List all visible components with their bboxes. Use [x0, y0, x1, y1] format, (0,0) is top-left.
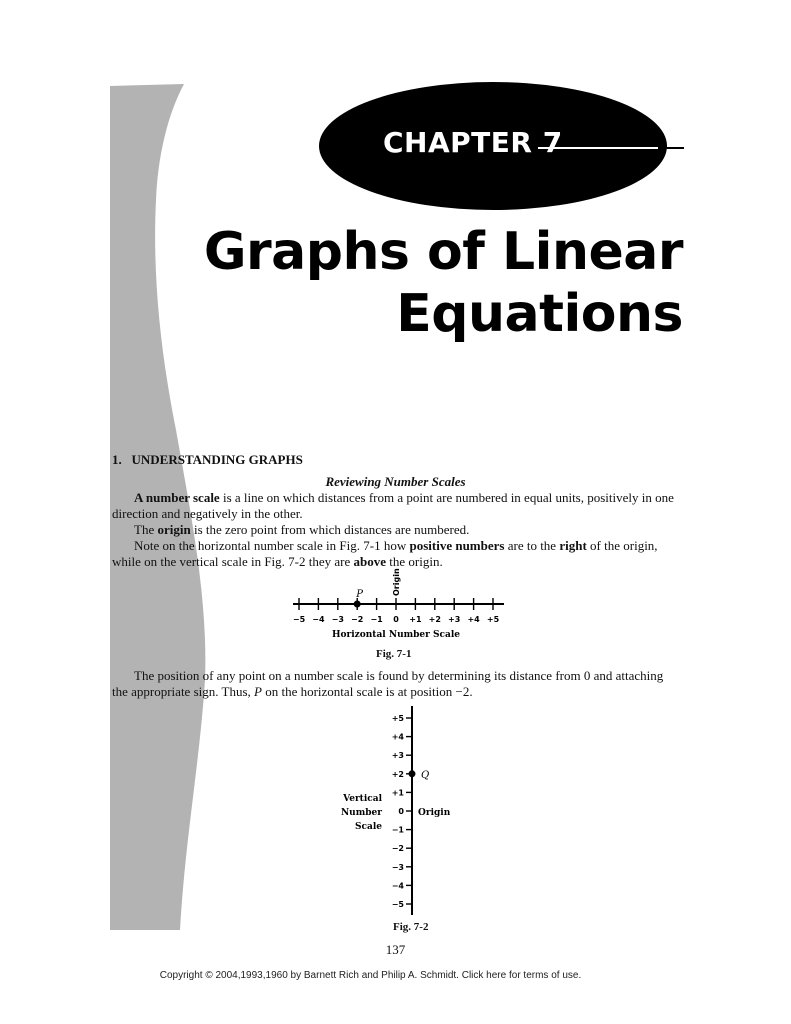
copyright-notice[interactable]: Copyright © 2004,1993,1960 by Barnett Rich and Philip A. Schmidt. Click here for terms of use. — [159, 970, 582, 981]
origin-label: Origin — [392, 568, 401, 596]
chapter-title-line-2: Equations — [396, 284, 683, 344]
section-number: 1. — [112, 452, 122, 467]
paragraph-number-scale — [112, 490, 682, 522]
paragraph-text: The position of any point on a number scale is found by determining its distance from 0 and attaching the appropriate sign. Thus, — [112, 668, 664, 699]
decorative-side-band — [0, 0, 230, 940]
tick-label: 0 — [398, 807, 404, 816]
tick-label: +3 — [391, 751, 404, 761]
vertical-scale-label-line-3: Scale — [355, 822, 382, 832]
paragraph-text: The — [134, 522, 158, 537]
tick-label: 0 — [393, 615, 399, 624]
tick-label: +1 — [409, 615, 422, 624]
figure-caption-7-1: Fig. 7-1 — [376, 648, 412, 660]
tick-label: −5 — [391, 900, 404, 909]
term-right: right — [559, 538, 587, 553]
paragraph-text: Note on the horizontal number scale in Fig. 7-1 how — [134, 538, 410, 553]
tick-label: +5 — [486, 615, 500, 624]
tick-label: −4 — [312, 615, 325, 624]
point-q-label: Q — [421, 769, 430, 781]
paragraph-block-1 — [112, 490, 682, 570]
paragraph-text: on the horizontal scale is at position −2. — [261, 684, 473, 699]
figure-caption-7-2: Fig. 7-2 — [393, 921, 429, 933]
tick-label: −2 — [391, 844, 404, 854]
tick-label: −1 — [391, 825, 404, 835]
paragraph-text: are to the — [504, 538, 560, 553]
vertical-scale-label-line-2: Number — [340, 808, 382, 818]
page-number: 137 — [385, 942, 406, 957]
paragraph-text: of the origin, while on the vertical scale in Fig. 7-2 they are — [112, 538, 658, 569]
paragraph-origin — [112, 522, 682, 538]
point-q-marker — [409, 770, 416, 777]
term-origin: origin — [157, 522, 191, 537]
section-title: UNDERSTANDING GRAPHS — [131, 452, 303, 467]
tick-label: +1 — [391, 788, 404, 798]
chapter-label: CHAPTER 7 — [383, 126, 563, 159]
tick-label: +2 — [391, 769, 404, 779]
tick-label: +4 — [467, 615, 480, 624]
horizontal-scale-label: Horizontal Number Scale — [331, 630, 461, 640]
paragraph-text: is the zero point from which distances are numbered. — [190, 522, 470, 537]
tick-label: +3 — [448, 615, 461, 624]
term-number-scale: A number scale — [134, 490, 220, 505]
subheading: Reviewing Number Scales — [325, 474, 466, 489]
tick-label: +5 — [391, 714, 404, 723]
term-positive-numbers: positive numbers — [409, 538, 505, 553]
paragraph-text: the origin. — [386, 554, 443, 569]
horizontal-number-scale — [286, 566, 511, 644]
vertical-number-scale — [330, 700, 470, 922]
point-p-marker — [354, 601, 361, 608]
tick-label: +2 — [428, 615, 441, 624]
tick-label: −4 — [391, 881, 404, 891]
paragraph-position — [112, 668, 682, 700]
term-above: above — [353, 554, 387, 569]
tick-label: −2 — [351, 615, 364, 624]
tick-label: −5 — [292, 615, 306, 624]
paragraph-block-2 — [112, 668, 682, 700]
point-p-ref: P — [254, 684, 262, 699]
point-p-label: P — [356, 589, 363, 600]
chapter-title-line-1: Graphs of Linear — [203, 222, 683, 282]
tick-label: +4 — [391, 732, 404, 742]
origin-label: Origin — [418, 808, 451, 818]
section-heading — [112, 452, 303, 468]
paragraph-text: is a line on which distances from a point are numbered in equal units, positively in one direction and negatively in the other. — [112, 490, 674, 521]
tick-label: −3 — [331, 615, 344, 624]
vertical-scale-label-line-1: Vertical — [343, 794, 382, 804]
tick-label: −3 — [391, 862, 404, 872]
tick-label: −1 — [370, 615, 383, 624]
